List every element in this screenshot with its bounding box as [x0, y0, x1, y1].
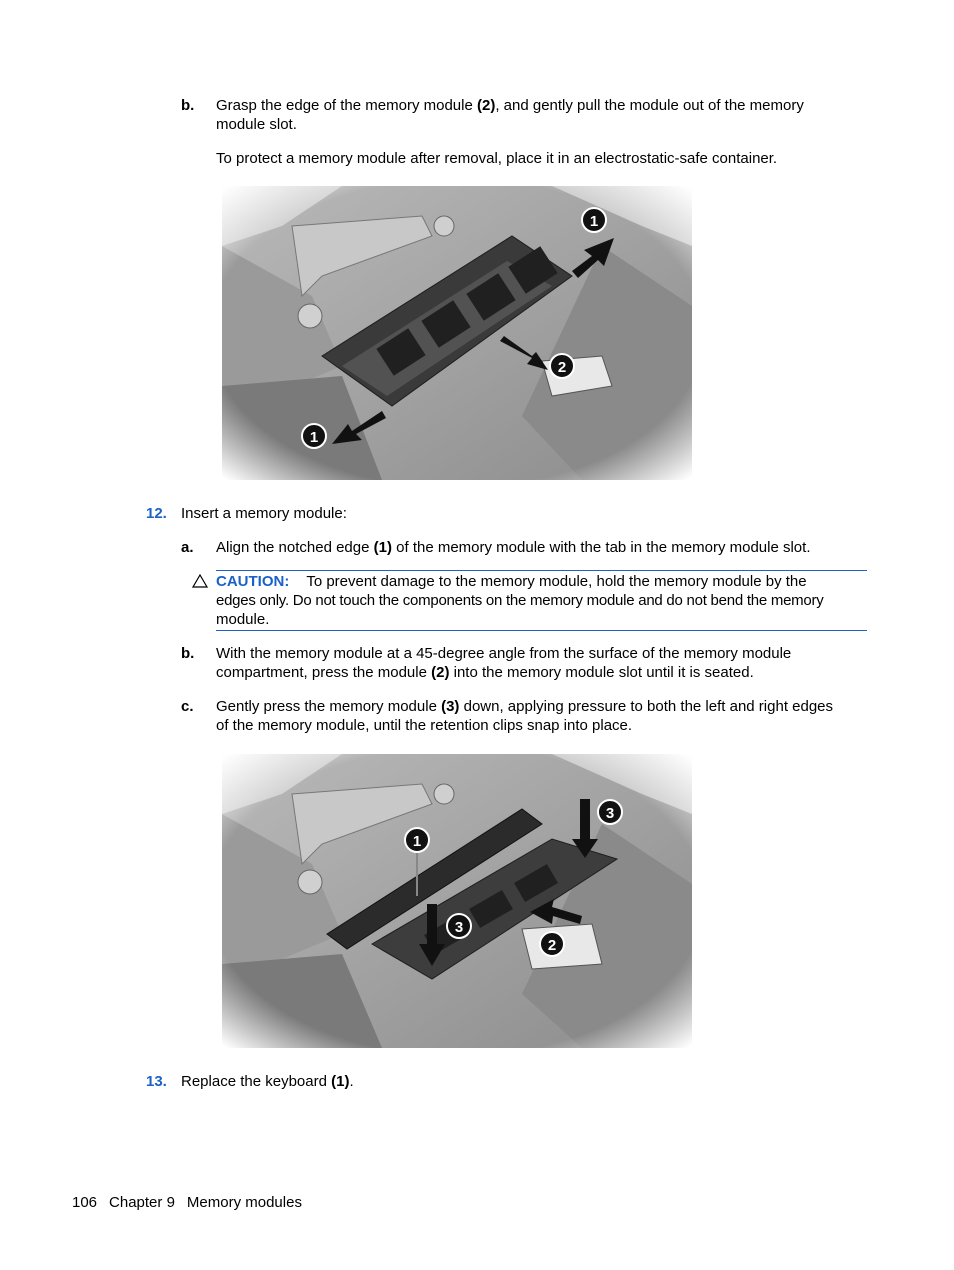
- step11b-text-post: , and gently pull the module out of the memory: [495, 97, 804, 114]
- step13-callout-ref: (1): [331, 1073, 350, 1090]
- step13-text-pre: Replace the keyboard: [181, 1073, 332, 1090]
- step12-text: Insert a memory module:: [181, 505, 347, 522]
- footer-chapter-title: Memory modules: [186, 1194, 302, 1211]
- figure-memory-removal: [222, 186, 692, 480]
- figure-memory-insertion: [222, 754, 692, 1048]
- list-label-b-2: b.: [181, 645, 195, 662]
- step12c-line1: [216, 697, 833, 716]
- caution-label: CAUTION:: [216, 573, 290, 590]
- caution-rule-bottom: [216, 630, 867, 631]
- list-label-c: c.: [181, 698, 194, 715]
- step13-text: [181, 1072, 354, 1091]
- step12a-text: [216, 538, 811, 557]
- step11b-line1: [216, 96, 804, 115]
- caution-text-1: To prevent damage to the memory module, hold the memory module by the: [306, 573, 807, 590]
- step12c-line2: of the memory module, until the retention clips snap into place.: [216, 717, 633, 734]
- caution-line1: [216, 572, 807, 591]
- warning-triangle-icon: [192, 574, 208, 588]
- step11b-text-pre: Grasp the edge of the memory module: [216, 97, 477, 114]
- step13-text-post: .: [349, 1073, 354, 1090]
- step11b-line2: module slot.: [216, 116, 297, 133]
- step12b-line1: With the memory module at a 45-degree angle from the surface of the memory module: [216, 645, 792, 662]
- step-number-13: 13.: [146, 1073, 167, 1090]
- step11-note: To protect a memory module after removal, place it in an electrostatic-safe container.: [216, 150, 778, 167]
- page-footer: [72, 1193, 302, 1212]
- step11b-callout-ref: (2): [476, 97, 496, 114]
- step12a-text-post: of the memory module with the tab in the memory module slot.: [391, 539, 811, 556]
- caution-rule-top: [216, 570, 867, 571]
- step-number-12: 12.: [146, 505, 167, 522]
- footer-chapter: Chapter 9: [109, 1194, 175, 1211]
- step12a-text-pre: Align the notched edge: [216, 539, 374, 556]
- step12b-callout-ref: (2): [431, 664, 450, 681]
- step12c-text-post: down, applying pressure to both the left and right edges: [459, 698, 834, 715]
- step12b-text-pre: compartment, press the module: [216, 664, 432, 681]
- list-label-a: a.: [181, 539, 194, 556]
- page-number: 106: [72, 1194, 98, 1211]
- caution-line2: edges only. Do not touch the components on the memory module and do not bend the memory: [216, 592, 824, 609]
- caution-line3: module.: [216, 611, 270, 628]
- step12a-callout-ref: (1): [373, 539, 392, 556]
- step12c-text-pre: Gently press the memory module: [216, 698, 442, 715]
- step12c-callout-ref: (3): [441, 698, 460, 715]
- list-label-b: b.: [181, 97, 195, 114]
- step12b-line2: [216, 663, 754, 682]
- step12b-text-post: into the memory module slot until it is seated.: [449, 664, 754, 681]
